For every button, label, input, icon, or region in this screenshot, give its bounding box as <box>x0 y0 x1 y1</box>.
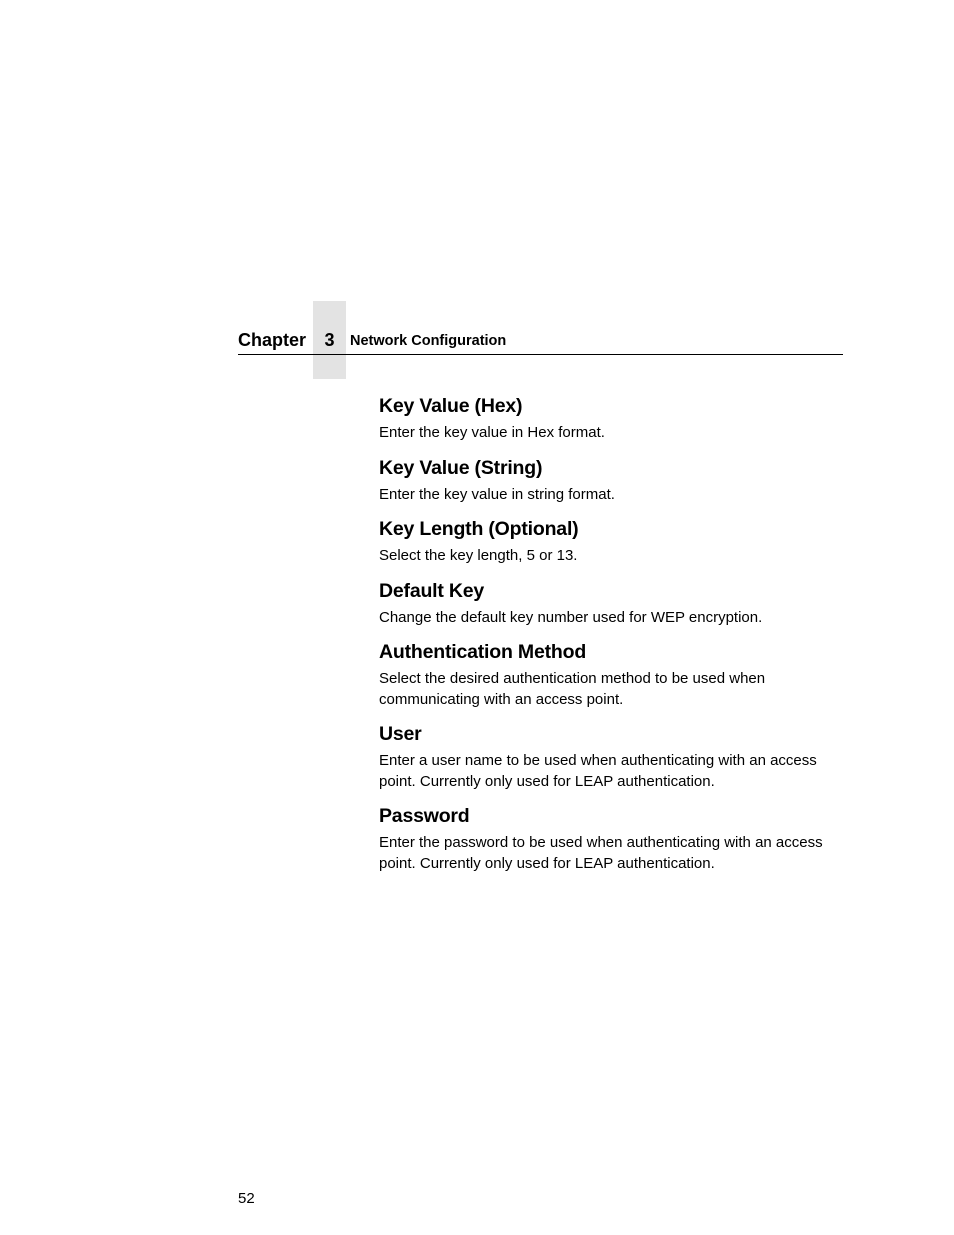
section-authentication-method <box>379 639 849 710</box>
chapter-title: Network Configuration <box>350 333 507 349</box>
section-body: Change the default key number used for WEP encryption. <box>379 608 763 626</box>
section-key-value-hex <box>379 393 849 444</box>
content-column <box>379 393 849 885</box>
header-rule <box>238 354 843 355</box>
section-heading: Key Value (Hex) <box>379 395 523 417</box>
chapter-label: Chapter <box>238 330 307 350</box>
section-body: Select the desired authentication method to be used when communicating with an access point. <box>379 670 766 708</box>
section-heading: Default Key <box>379 579 485 602</box>
section-body: Enter the key value in string format. <box>379 485 615 503</box>
page-number: 52 <box>238 1190 255 1207</box>
section-heading: Key Length (Optional) <box>379 518 579 540</box>
section-body: Enter the key value in Hex format. <box>379 424 605 441</box>
section-body: Select the key length, 5 or 13. <box>379 547 578 564</box>
section-heading: Key Value (String) <box>379 456 543 479</box>
section-default-key <box>379 578 849 629</box>
section-heading: Password <box>379 805 470 827</box>
section-body: Enter a user name to be used when authenticating with an access point. Currently only used for LEAP authentication. <box>379 752 817 790</box>
section-heading: Authentication Method <box>379 641 587 663</box>
section-heading: User <box>379 723 422 745</box>
section-user <box>379 721 849 792</box>
section-key-length <box>379 516 849 567</box>
section-body: Enter the password to be used when authenticating with an access point. Currently only used for LEAP authentication. <box>379 834 823 872</box>
section-key-value-string <box>379 455 849 506</box>
chapter-number: 3 <box>324 330 335 350</box>
section-password <box>379 803 849 874</box>
